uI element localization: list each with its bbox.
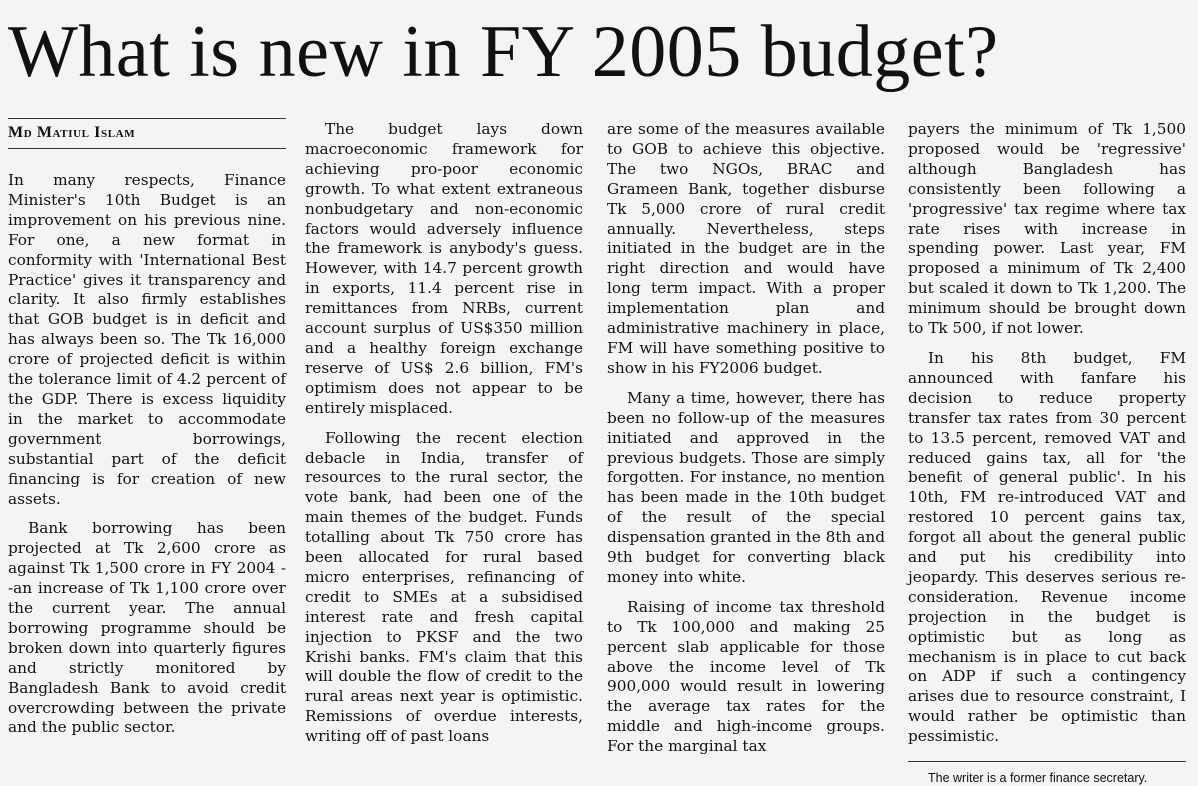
column-4 — [908, 120, 1186, 786]
paragraph-6: Many a time, however, there has been no follow-up of the measures initiated and approved in the previous budgets. Those are simply forgotten. For instance, no mention has been made in the 10th budget of the result of the special dispensation granted in the 8th and 9th budget for converting black money into white. — [607, 388, 885, 586]
byline — [8, 118, 286, 149]
paragraph-8: payers the minimum of Tk 1,500 proposed would be 'regressive' although Bangladesh has consistently been following a 'progressive' tax regime where tax rate rises with increase in spending power. Last year, FM proposed a minimum of Tk 2,400 but scaled it down to Tk 1,200. The minimum should be brought down to Tk 500, if not lower. — [908, 120, 1186, 338]
paragraph-9: In his 8th budget, FM announced with fanfare his decision to reduce property transfer tax rates from 30 percent to 13.5 percent, removed VAT and reduced gains tax, all for 'the benefit of general public'. In his 10th, FM re-introduced VAT and restored 10 percent gains tax, forgot all about the general public and put his credibility into jeopardy. This deserves serious re-consideration. Revenue income projection in the budget is optimistic but as long as mechanism is in place to cut back on ADP if such a contingency arises due to resource constraint, I would rather be optimistic than pessimistic. — [908, 348, 1186, 746]
column-2 — [305, 120, 583, 746]
author-note: The writer is a former finance secretary. — [928, 771, 1148, 786]
paragraph-3: The budget lays down macroeconomic framework for achieving pro-poor economic growth. To what extent extraneous nonbudgetary and non-economic factors would adversely influence the framework is anybody's guess. However, with 14.7 percent growth in exports, 11.4 percent rise in remittances from NRBs, current account surplus of US$350 million and a healthy foreign exchange reserve of US$ 2.6 billion, FM's optimism does not appear to be entirely misplaced. — [305, 120, 583, 417]
paragraph-5: are some of the measures available to GOB to achieve this objective. The two NGOs, BRAC and Grameen Bank, together disburse Tk 5,000 crore of rural credit annually. Nevertheless, steps initiated in the budget are in the right direction and would have long term impact. With a proper implementation plan and administrative machinery in place, FM will have something positive to show in his FY2006 budget. — [607, 120, 885, 377]
paragraph-1: In many respects, Finance Minister's 10th Budget is an improvement on his previous nine. For one, a new format in conformity with 'International Best Practice' gives it transparency and clarity. It also firmly establishes that GOB budget is in deficit and has always been so. The Tk 16,000 crore of projected deficit is within the tolerance limit of 4.2 percent of the GDP. There is excess liquidity in the market to accommodate government borrowings, substantial part of the deficit financing is for creation of new assets. — [8, 171, 286, 508]
column-3 — [607, 120, 885, 756]
paragraph-7: Raising of income tax threshold to Tk 100,000 and making 25 percent slab applicable for those above the income level of Tk 900,000 would result in lowering the average tax rates for the middle and high-income groups. For the marginal tax — [607, 597, 885, 756]
paragraph-4: Following the recent election debacle in India, transfer of resources to the rural sector, the vote bank, had been one of the main themes of the budget. Funds totalling about Tk 750 crore has been allocated for rural based micro enterprises, refinancing of credit to SMEs at a subsidised interest rate and fresh capital injection to PKSF and the two Krishi banks. FM's claim that this will double the flow of credit to the rural areas next year is optimistic. Remissions of overdue interests, writing off of past loans — [305, 428, 583, 746]
column-1 — [8, 118, 286, 737]
paragraph-2: Bank borrowing has been projected at Tk 2,600 crore as against Tk 1,500 crore in FY 2004 --an increase of Tk 1,100 crore over the current year. The annual borrowing programme should be broken down into quarterly figures and strictly monitored by Bangladesh Bank to avoid credit overcrowding between the private and the public sector. — [8, 519, 286, 737]
byline-text: Md Matiul Islam — [8, 124, 136, 141]
headline: What is new in FY 2005 budget? — [8, 11, 999, 93]
author-note-rule — [908, 761, 1186, 762]
byline-rule — [8, 148, 286, 149]
